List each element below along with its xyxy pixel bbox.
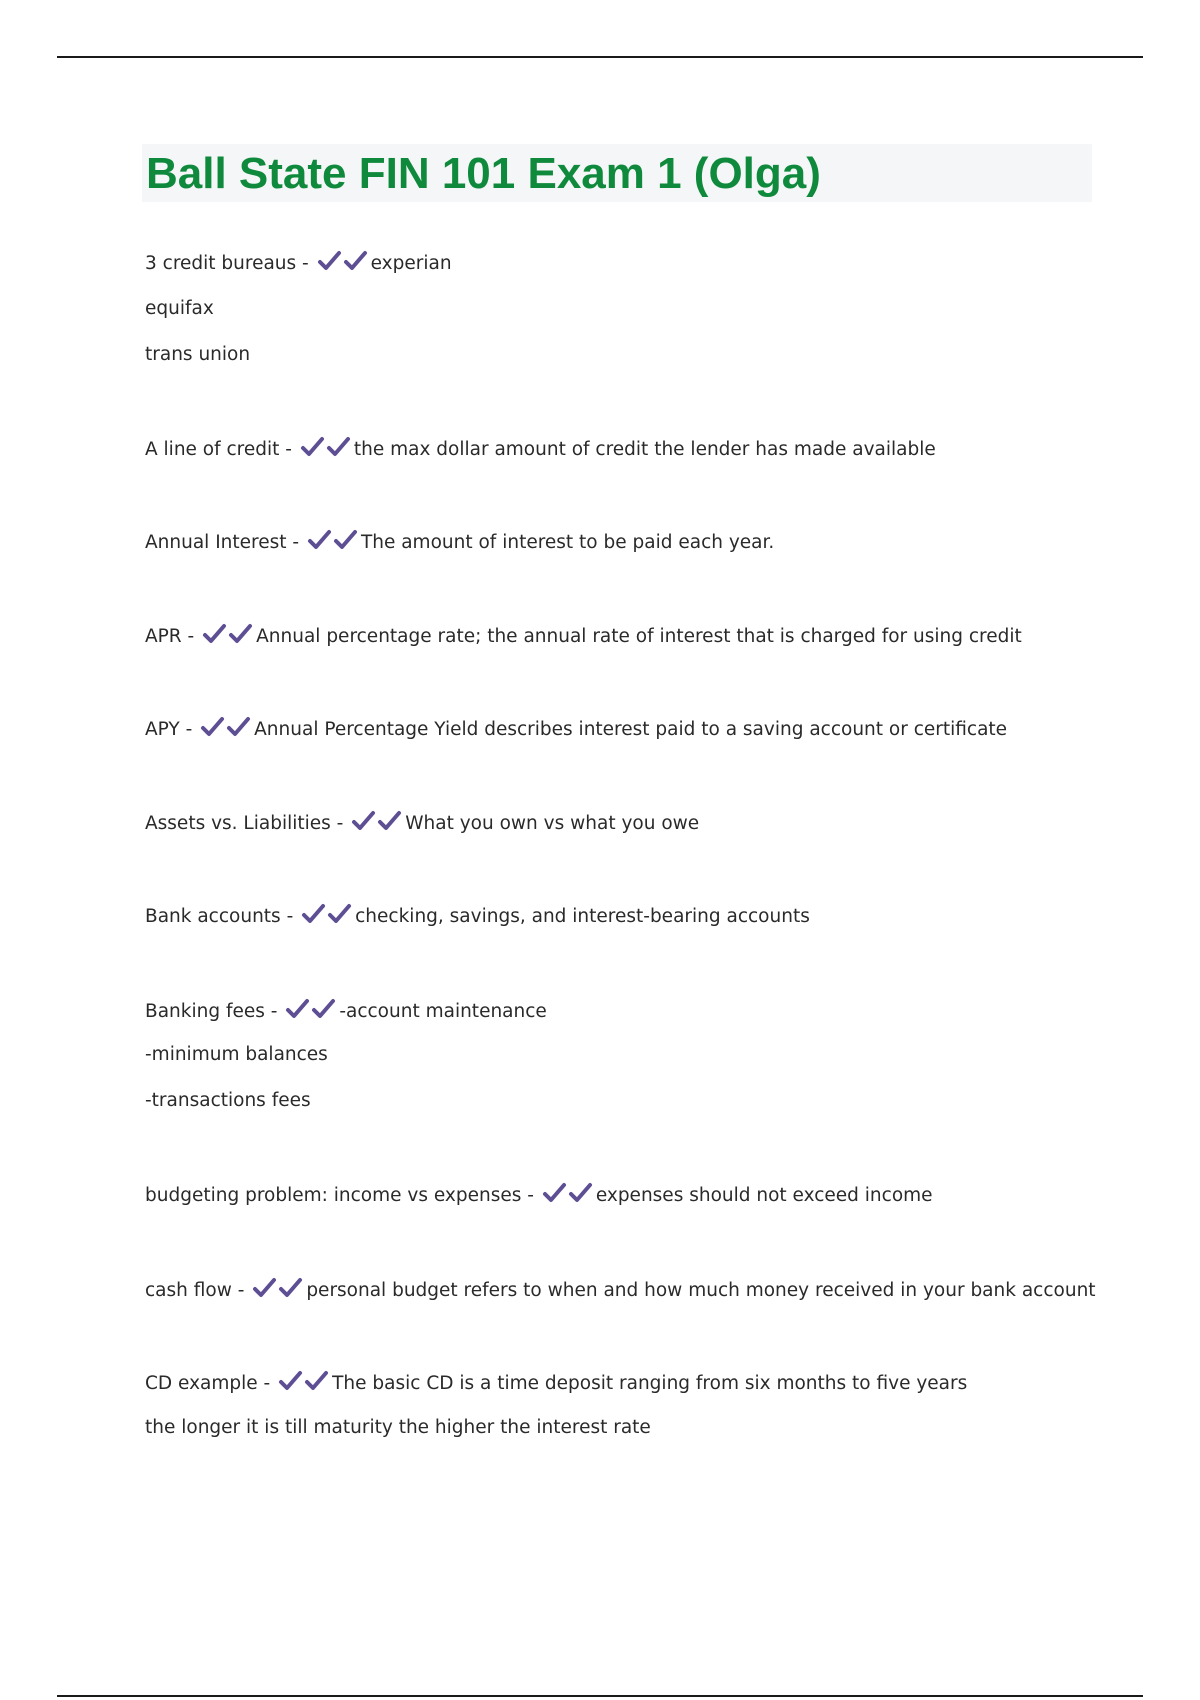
double-check-icon — [285, 998, 337, 1027]
entry-extra-line: -transactions fees — [145, 1090, 311, 1111]
check-icon — [285, 998, 311, 1020]
entry-term: APR - — [145, 626, 195, 647]
entry-line — [145, 1277, 1096, 1306]
check-icon — [304, 1370, 330, 1392]
entry-line — [145, 1182, 933, 1211]
check-icon — [568, 1182, 594, 1204]
entry-definition: personal budget refers to when and how much money received in your bank account — [306, 1280, 1096, 1301]
entry-line — [145, 810, 699, 839]
entry-line — [145, 529, 774, 558]
entry-term: CD example - — [145, 1373, 271, 1394]
entry-definition: The amount of interest to be paid each year. — [360, 532, 775, 553]
check-icon — [300, 436, 326, 458]
page-title: Ball State FIN 101 Exam 1 (Olga) — [146, 149, 821, 198]
entry-line — [145, 998, 547, 1027]
entry-term: A line of credit - — [145, 439, 292, 460]
double-check-icon — [351, 810, 403, 839]
double-check-icon — [252, 1277, 304, 1306]
entry-line — [145, 903, 810, 932]
check-icon — [301, 903, 327, 925]
entry-definition: The basic CD is a time deposit ranging from six months to five years — [332, 1373, 968, 1394]
entry-definition: -account maintenance — [339, 1001, 547, 1022]
check-icon — [377, 810, 403, 832]
entry-term: APY - — [145, 719, 193, 740]
entry-term: Bank accounts - — [145, 906, 294, 927]
entry-definition: What you own vs what you owe — [405, 813, 700, 834]
entry-line — [145, 250, 452, 279]
double-check-icon — [278, 1370, 330, 1399]
check-icon — [307, 529, 333, 551]
entry-line — [145, 623, 1022, 652]
entry-definition: the max dollar amount of credit the lender has made available — [353, 439, 936, 460]
entry-term: Banking fees - — [145, 1001, 278, 1022]
double-check-icon — [317, 250, 369, 279]
check-icon — [333, 529, 359, 551]
bottom-rule — [57, 1695, 1143, 1697]
check-icon — [226, 716, 252, 738]
double-check-icon — [202, 623, 254, 652]
double-check-icon — [307, 529, 359, 558]
entry-term: 3 credit bureaus - — [145, 253, 309, 274]
entry-term: Annual Interest - — [145, 532, 300, 553]
check-icon — [542, 1182, 568, 1204]
entry-line — [145, 1370, 967, 1399]
double-check-icon — [200, 716, 252, 745]
check-icon — [326, 436, 352, 458]
entry-extra-line: -minimum balances — [145, 1044, 328, 1065]
check-icon — [327, 903, 353, 925]
check-icon — [351, 810, 377, 832]
entry-definition: Annual Percentage Yield describes interest paid to a saving account or certificate — [254, 719, 1008, 740]
double-check-icon — [301, 903, 353, 932]
entry-term: cash flow - — [145, 1280, 245, 1301]
entry-extra-line: the longer it is till maturity the higher the interest rate — [145, 1417, 651, 1438]
check-icon — [343, 250, 369, 272]
double-check-icon — [542, 1182, 594, 1211]
entry-definition: expenses should not exceed income — [595, 1185, 933, 1206]
check-icon — [278, 1370, 304, 1392]
check-icon — [252, 1277, 278, 1299]
check-icon — [278, 1277, 304, 1299]
entry-line — [145, 436, 936, 465]
entry-definition: experian — [370, 253, 452, 274]
double-check-icon — [300, 436, 352, 465]
check-icon — [228, 623, 254, 645]
check-icon — [317, 250, 343, 272]
entry-term: budgeting problem: income vs expenses - — [145, 1185, 534, 1206]
entry-extra-line: trans union — [145, 344, 251, 365]
check-icon — [200, 716, 226, 738]
entry-definition: checking, savings, and interest-bearing accounts — [355, 906, 810, 927]
entry-term: Assets vs. Liabilities - — [145, 813, 344, 834]
entry-definition: Annual percentage rate; the annual rate of interest that is charged for using credit — [256, 626, 1022, 647]
entry-line — [145, 716, 1007, 745]
check-icon — [202, 623, 228, 645]
check-icon — [311, 998, 337, 1020]
top-rule — [57, 56, 1143, 58]
entry-extra-line: equifax — [145, 298, 214, 319]
